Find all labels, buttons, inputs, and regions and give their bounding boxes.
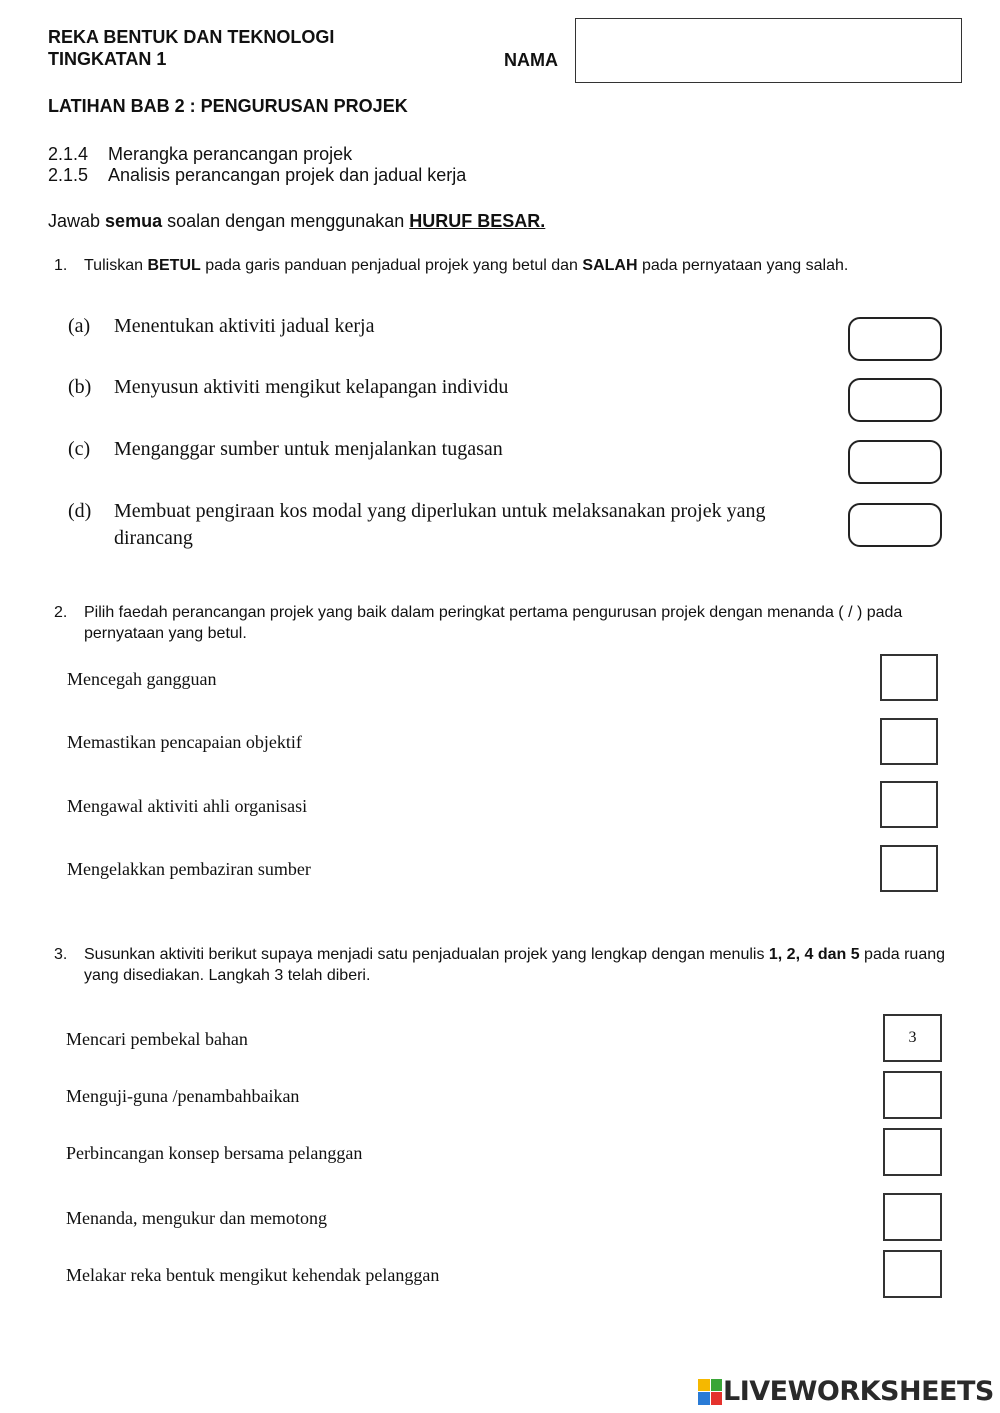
- name-label: NAMA: [504, 50, 558, 70]
- liveworksheets-logo-icon: [698, 1379, 722, 1405]
- q2-checkbox[interactable]: [880, 654, 938, 701]
- q3-answer-box[interactable]: [883, 1071, 942, 1119]
- q2-checkbox[interactable]: [880, 845, 938, 892]
- form-level: TINGKATAN 1: [48, 49, 167, 69]
- liveworksheets-logo-text: LIVEWORKSHEETS: [723, 1376, 994, 1407]
- q2-checkbox[interactable]: [880, 718, 938, 765]
- q1-answer-box-c[interactable]: [848, 440, 942, 484]
- q1-answer-box-b[interactable]: [848, 378, 942, 422]
- standard-text: Analisis perancangan projek dan jadual kerja: [108, 165, 467, 185]
- q2-number: 2.: [54, 604, 68, 621]
- q3-item: Melakar reka bentuk mengikut kehendak pelanggan: [66, 1265, 440, 1285]
- name-input-box[interactable]: [575, 18, 962, 83]
- q3-answer-box[interactable]: [883, 1193, 942, 1241]
- standard-text: Merangka perancangan projek: [108, 144, 353, 164]
- instruction: Jawab semua soalan dengan menggunakan HURUF BESAR.: [48, 211, 546, 231]
- standard-line: [48, 143, 352, 165]
- q1-item-c: (c) Menganggar sumber untuk menjalankan tugasan: [68, 438, 503, 460]
- q3-answer-box[interactable]: [883, 1250, 942, 1298]
- q1-prompt: Tuliskan BETUL pada garis panduan penjadual projek yang betul dan SALAH pada pernyataan yang salah.: [84, 257, 849, 274]
- q3-answer-box[interactable]: [883, 1128, 942, 1176]
- standard-code: 2.1.5: [48, 165, 89, 185]
- q1-answer-box-d[interactable]: [848, 503, 942, 547]
- q2-item: Mengawal aktiviti ahli organisasi: [67, 796, 308, 816]
- q3-number: 3.: [54, 946, 68, 963]
- q1-item-b: (b) Menyusun aktiviti mengikut kelapangan individu: [68, 376, 509, 398]
- q2-item: Mencegah gangguan: [67, 669, 217, 689]
- q2-prompt: Pilih faedah perancangan projek yang baik dalam peringkat pertama pengurusan projek dengan menanda ( / ) pada pernyataan yang betul.: [84, 604, 903, 642]
- q3-item: Menguji-guna /penambahbaikan: [66, 1086, 300, 1106]
- q2-checkbox[interactable]: [880, 781, 938, 828]
- standard-line: [48, 164, 466, 186]
- liveworksheets-logo: [698, 1376, 994, 1407]
- standard-code: 2.1.4: [48, 144, 89, 164]
- q3-item: Menanda, mengukur dan memotong: [66, 1208, 327, 1228]
- q3-prompt: Susunkan aktiviti berikut supaya menjadi satu penjadualan projek yang lengkap dengan menulis 1, 2, 4 dan 5 pada ruang yang disediakan. Langkah 3 telah diberi.: [84, 946, 946, 984]
- q2-item: Mengelakkan pembaziran sumber: [67, 859, 311, 879]
- q1-answer-box-a[interactable]: [848, 317, 942, 361]
- q1-item-d: (d) Membuat pengiraan kos modal yang diperlukan untuk melaksanakan projek yang dirancang: [68, 500, 766, 549]
- q3-answer-box-given: 3: [883, 1014, 942, 1062]
- q1-number: 1.: [54, 257, 68, 274]
- q3-item: Perbincangan konsep bersama pelanggan: [66, 1143, 363, 1163]
- q2-item: Memastikan pencapaian objektif: [67, 732, 302, 752]
- q1-item-a: (a) Menentukan aktiviti jadual kerja: [68, 315, 375, 337]
- q3-item: Mencari pembekal bahan: [66, 1029, 248, 1049]
- subject-title: REKA BENTUK DAN TEKNOLOGI: [48, 27, 335, 47]
- exercise-title: LATIHAN BAB 2 : PENGURUSAN PROJEK: [48, 96, 408, 116]
